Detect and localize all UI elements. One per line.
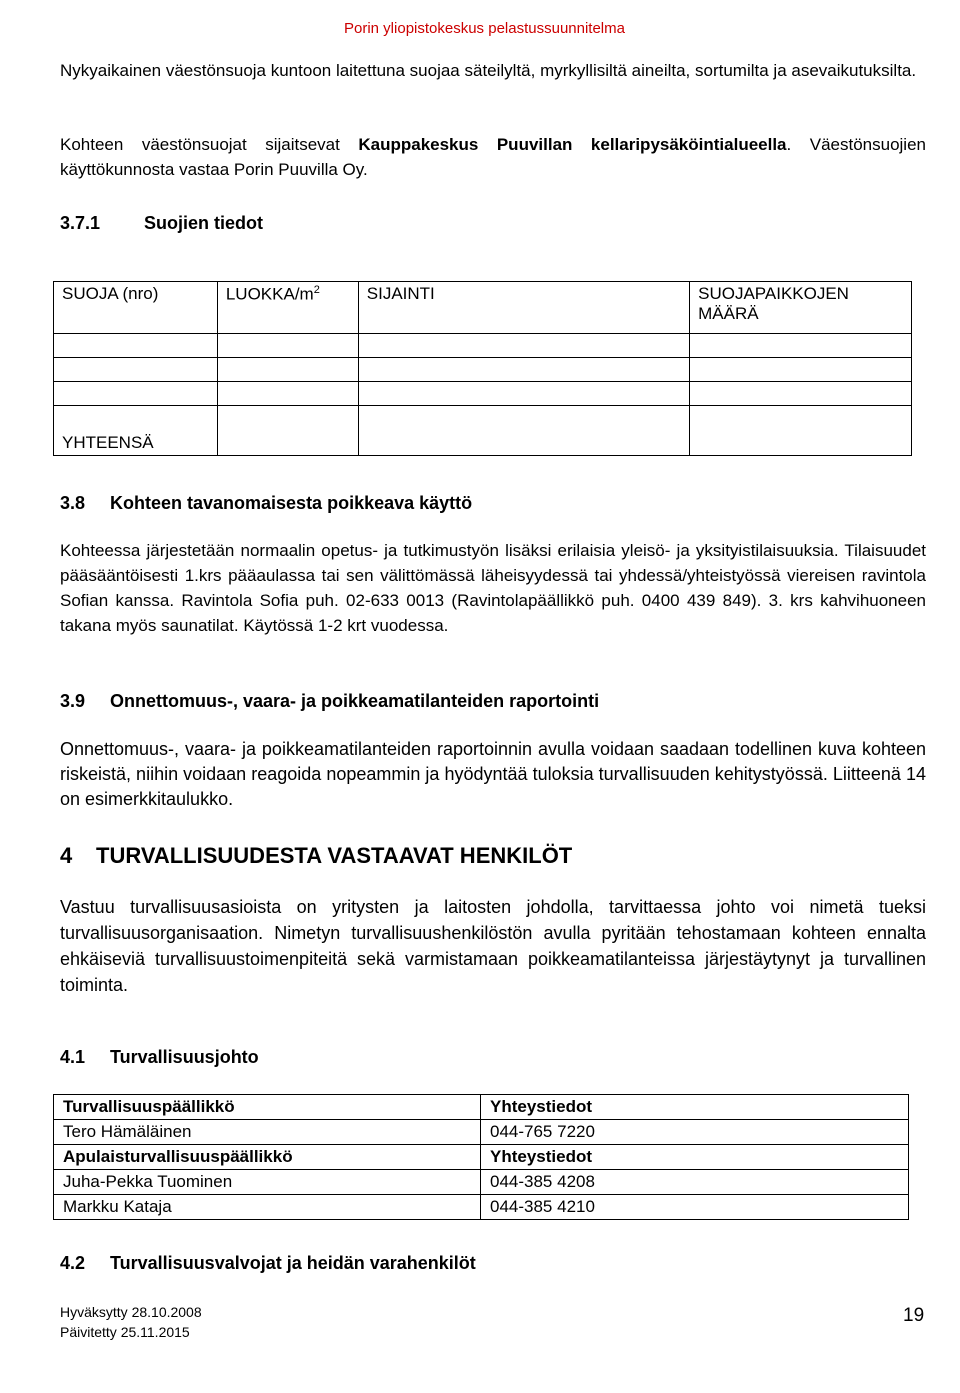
table-row bbox=[54, 334, 912, 358]
section-body-3-8: Kohteessa järjestetään normaalin opetus- ja tutkimustyön lisäksi erilaisia yleisö- ja yksityistilaisuuksia. Tilaisuudet pääsääntöisesti 1.krs pääaulassa tai sen välittömässä läheisyydessä tai yhdessä/yhteistyössä viereisen ravintola Sofian kanssa. Ravintola Sofia puh. 02-633 0013 (Ravintolapäällikkö puh. 0400 439 849). 3. krs kahvihuoneen takana myös saunatilat. Käytössä 1-2 krt vuodessa. bbox=[60, 541, 926, 635]
section-number: 3.8 bbox=[60, 493, 86, 513]
page-number: 19 bbox=[903, 1305, 925, 1326]
contact-cell: 044-385 4210 bbox=[481, 1195, 909, 1220]
header-cell: SUOJAPAIKKOJEN MÄÄRÄ bbox=[690, 282, 912, 334]
section-body-4: Vastuu turvallisuusasioista on yritysten ja laitosten johdolla, tarvittaessa johto voi nimetä tueksi turvallisuusorganisaation. Nimetyn turvallisuushenkilöstön avulla pyritään tehostamaan kohteen ennalta ehkäiseviä turvallisuustoimenpiteitä sekä varmistamaan poikkeamatilanteissa järjestäytynyt ja turvallinen toiminta. bbox=[60, 897, 926, 995]
header-cell: SUOJA (nro) bbox=[54, 282, 218, 334]
document-title: Porin yliopistokeskus pelastussuunnitelma bbox=[344, 20, 625, 37]
header-cell: LUOKKA/$m^2$ bbox=[217, 282, 358, 334]
updated-date: Päivitetty 25.11.2015 bbox=[60, 1324, 190, 1340]
contact-cell: Yhteystiedot bbox=[481, 1145, 909, 1170]
table-row bbox=[54, 1120, 909, 1145]
section-title: Onnettomuus-, vaara- ja poikkeamatilanteiden raportointi bbox=[110, 691, 600, 711]
approved-date: Hyväksytty 28.10.2008 bbox=[60, 1304, 202, 1320]
section-number: 4 bbox=[60, 843, 73, 868]
section-title: Kohteen tavanomaisesta poikkeava käyttö bbox=[110, 493, 473, 513]
table-row bbox=[54, 382, 912, 406]
page-header bbox=[344, 20, 625, 38]
role-cell: Apulaisturvallisuuspäällikkö bbox=[54, 1145, 481, 1170]
role-cell: Tero Hämäläinen bbox=[54, 1120, 481, 1145]
role-cell: Markku Kataja bbox=[54, 1195, 481, 1220]
shelter-table bbox=[53, 281, 912, 456]
section-heading-4-2 bbox=[60, 1253, 476, 1274]
section-body-3-9: Onnettomuus-, vaara- ja poikkeamatilanteiden raportoinnin avulla voidaan saadaan todellinen kuva kohteen riskeistä, niihin voidaan reagoida nopeammin ja hyödyntää tuloksia turvallisuuden kehitystyössä. Liitteenä 14 on esimerkkitaulukko. bbox=[60, 739, 926, 809]
section-title: Suojien tiedot bbox=[144, 213, 263, 233]
contact-cell: 044-765 7220 bbox=[481, 1120, 909, 1145]
section-heading-3-8 bbox=[60, 493, 472, 514]
table-row bbox=[54, 1145, 909, 1170]
intro-text: Kohteen väestönsuojat sijaitsevat bbox=[60, 135, 359, 154]
section-number: 4.1 bbox=[60, 1047, 86, 1067]
table-header-row bbox=[54, 282, 912, 334]
contact-cell: Yhteystiedot bbox=[481, 1095, 909, 1120]
contact-cell: 044-385 4208 bbox=[481, 1170, 909, 1195]
role-cell: Juha-Pekka Tuominen bbox=[54, 1170, 481, 1195]
safety-management-table bbox=[53, 1094, 909, 1220]
section-title: TURVALLISUUDESTA VASTAAVAT HENKILÖT bbox=[96, 843, 573, 868]
intro-paragraph-1: Nykyaikainen väestönsuoja kuntoon laitettuna suojaa säteilyltä, myrkyllisiltä aineilta, sortumilta ja asevaikutuksilta. bbox=[60, 61, 917, 80]
location-highlight: Kauppakeskus Puuvillan kellaripysäköintialueella bbox=[358, 135, 787, 154]
table-row bbox=[54, 1170, 909, 1195]
intro-paragraph-2 bbox=[60, 132, 926, 182]
section-heading-4 bbox=[60, 843, 572, 869]
page-footer bbox=[60, 1302, 202, 1342]
total-label: YHTEENSÄ bbox=[54, 406, 218, 456]
role-cell: Turvallisuuspäällikkö bbox=[54, 1095, 481, 1120]
table-row bbox=[54, 1095, 909, 1120]
section-heading-3-9 bbox=[60, 691, 599, 712]
section-title: Turvallisuusvalvojat ja heidän varahenkilöt bbox=[110, 1253, 476, 1273]
table-row bbox=[54, 1195, 909, 1220]
section-heading-4-1 bbox=[60, 1047, 259, 1068]
section-number: 3.9 bbox=[60, 691, 86, 711]
section-number: 4.2 bbox=[60, 1253, 86, 1273]
table-total-row bbox=[54, 406, 912, 456]
section-number: 3.7.1 bbox=[60, 213, 101, 233]
intro-text-end: . Väestönsuojien käyttökunnosta vastaa Porin Puuvilla Oy. bbox=[60, 135, 926, 179]
section-heading-3-7-1 bbox=[60, 213, 263, 234]
section-title: Turvallisuusjohto bbox=[110, 1047, 259, 1067]
table-row bbox=[54, 358, 912, 382]
header-cell: SIJAINTI bbox=[358, 282, 689, 334]
